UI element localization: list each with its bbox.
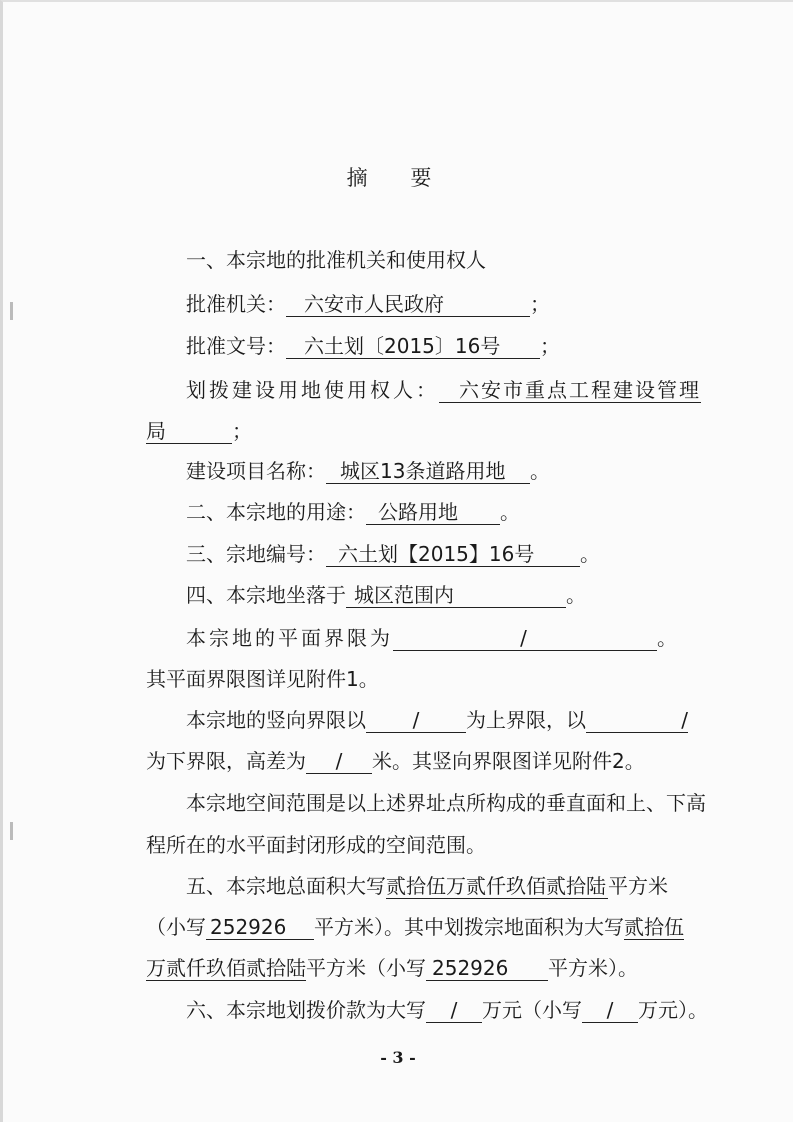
plane-boundary-value: / <box>393 626 657 651</box>
area-row: 五、本宗地总面积大写贰拾伍万贰仟玖佰贰拾陆 平方米 <box>186 874 668 898</box>
plane-boundary-row: 本宗地的平面界限为 / 。 <box>186 626 680 650</box>
land-user-value: 六安市重点工程建设管理 <box>439 378 701 403</box>
parcel-number-value: 六土划【2015】16号 <box>326 542 580 567</box>
vertical-boundary-row: 本宗地的竖向界限以 / 为上界限，以 / <box>186 708 688 732</box>
space-description-line1: 本宗地空间范围是以上述界址点所构成的垂直面和上、下高 <box>186 791 706 815</box>
location-value: 城区范围内 <box>346 583 566 608</box>
price-upper-value: / <box>426 998 482 1023</box>
allocated-area-upper: 贰拾伍 <box>624 915 684 939</box>
page-number: - 3 - <box>380 1048 416 1067</box>
plane-boundary-note: 其平面界限图详见附件1。 <box>146 667 379 691</box>
total-area-upper: 贰拾伍万贰仟玖佰贰拾陆 <box>386 874 606 898</box>
height-difference-value: / <box>306 749 372 774</box>
land-user-row: 划拨建设用地使用权人： 六安市重点工程建设管理 <box>186 378 701 402</box>
parcel-number-row: 三、宗地编号： 六土划【2015】16号 。 <box>186 542 600 566</box>
vertical-boundary-row-cont: 为下界限，高差为 / 米。其竖向界限图详见附件2。 <box>146 749 645 773</box>
lower-boundary-value: / <box>586 708 688 733</box>
area-row-cont: （小写 252926 平方米）。其中划拨宗地面积为大写贰拾伍 <box>146 915 684 939</box>
land-user-value-cont: 局 <box>146 419 232 444</box>
price-lower-value: / <box>582 998 638 1023</box>
allocated-area-upper-cont: 万贰仟玖佰贰拾陆 <box>146 956 306 980</box>
binding-mark <box>10 822 13 840</box>
section1-heading: 一、本宗地的批准机关和使用权人 <box>186 248 486 272</box>
approval-authority-row: 批准机关： 六安市人民政府 ； <box>186 292 550 316</box>
approval-authority-value: 六安市人民政府 <box>286 292 530 317</box>
binding-mark <box>10 302 13 320</box>
purpose-row: 二、本宗地的用途： 公路用地 。 <box>186 500 520 524</box>
price-row: 六、本宗地划拨价款为大写 / 万元（小写 / 万元）。 <box>186 998 708 1022</box>
location-row: 四、本宗地坐落于 城区范围内 。 <box>186 583 586 607</box>
allocated-area-lower: 252926 <box>426 956 548 981</box>
approval-doc-row: 批准文号： 六土划〔2015〕16号 ； <box>186 334 560 358</box>
space-description-line2: 程所在的水平面封闭形成的空间范围。 <box>146 833 486 857</box>
project-row: 建设项目名称： 城区13条道路用地 。 <box>186 459 550 483</box>
approval-doc-value: 六土划〔2015〕16号 <box>286 334 540 359</box>
total-area-lower: 252926 <box>206 915 314 940</box>
land-user-row-cont: 局 ； <box>146 419 252 443</box>
page-title: 摘 要 <box>346 166 450 190</box>
area-row-cont2: 万贰仟玖佰贰拾陆平方米（小写 252926 平方米）。 <box>146 956 638 980</box>
purpose-value: 公路用地 <box>366 500 500 525</box>
project-value: 城区13条道路用地 <box>326 459 530 484</box>
upper-boundary-value: / <box>366 708 466 733</box>
